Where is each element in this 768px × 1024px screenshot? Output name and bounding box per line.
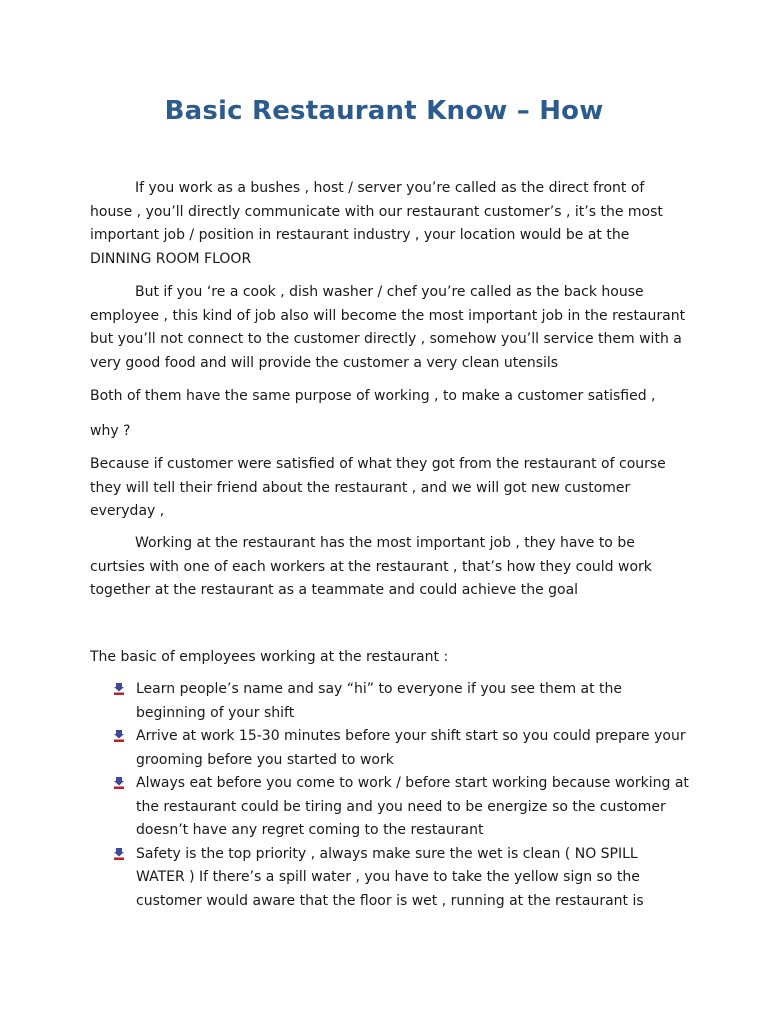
- list-item: [90, 725, 690, 772]
- bullet-text: Learn people’s name and say “hi” to everyone if you see them at the beginning of your shift: [136, 681, 623, 721]
- paragraph-back-house: But if you ‘re a cook , dish washer / chef you’re called as the back house employee , this kind of job also will become the most important job in the restaurant but you’ll not connect to the customer directly , somehow you’ll service them with a very good food and will provide the customer a very clean utensils: [90, 284, 686, 371]
- bullet-text: Safety is the top priority , always make sure the wet is clean ( NO SPILL WATER ) If there’s a spill water , you have to take the yellow sign so the customer would aware that the floor is wet , running at the restaurant is: [136, 845, 644, 909]
- list-intro: The basic of employees working at the restaurant :: [90, 649, 449, 665]
- bullet-text: Arrive at work 15-30 minutes before your shift start so you could prepare your grooming before you started to work: [136, 728, 686, 768]
- paragraph-same-purpose: Both of them have the same purpose of working , to make a customer satisfied ,: [90, 388, 656, 404]
- bullet-text: Always eat before you come to work / before start working because working at the restaurant could be tiring and you need to be energize so the customer doesn’t have any regret coming to the restaurant: [136, 775, 689, 838]
- paragraph-front-house: If you work as a bushes , host / server you’re called as the direct front of house , you’ll directly communicate with our restaurant customer’s , it’s the most important job / position in restaurant industry , your location would be at the DINNING ROOM FLOOR: [90, 180, 663, 267]
- list-item: [90, 772, 690, 843]
- document-title: Basic Restaurant Know – How: [164, 96, 604, 126]
- basics-list: [90, 678, 690, 913]
- arrow-down-bullet-icon: [113, 683, 125, 695]
- arrow-down-bullet-icon: [113, 777, 125, 789]
- list-item: [90, 678, 690, 725]
- list-item: [90, 843, 690, 914]
- arrow-down-bullet-icon: [113, 730, 125, 742]
- paragraph-why: why ?: [90, 423, 131, 439]
- paragraph-teamwork: Working at the restaurant has the most important job , they have to be curtsies with one of each workers at the restaurant , that’s how they could work together at the restaurant as a teammate and could achieve the goal: [90, 535, 652, 598]
- paragraph-satisfied-customers: Because if customer were satisfied of what they got from the restaurant of course they will tell their friend about the restaurant , and we will got new customer everyday ,: [90, 456, 666, 519]
- arrow-down-bullet-icon: [113, 848, 125, 860]
